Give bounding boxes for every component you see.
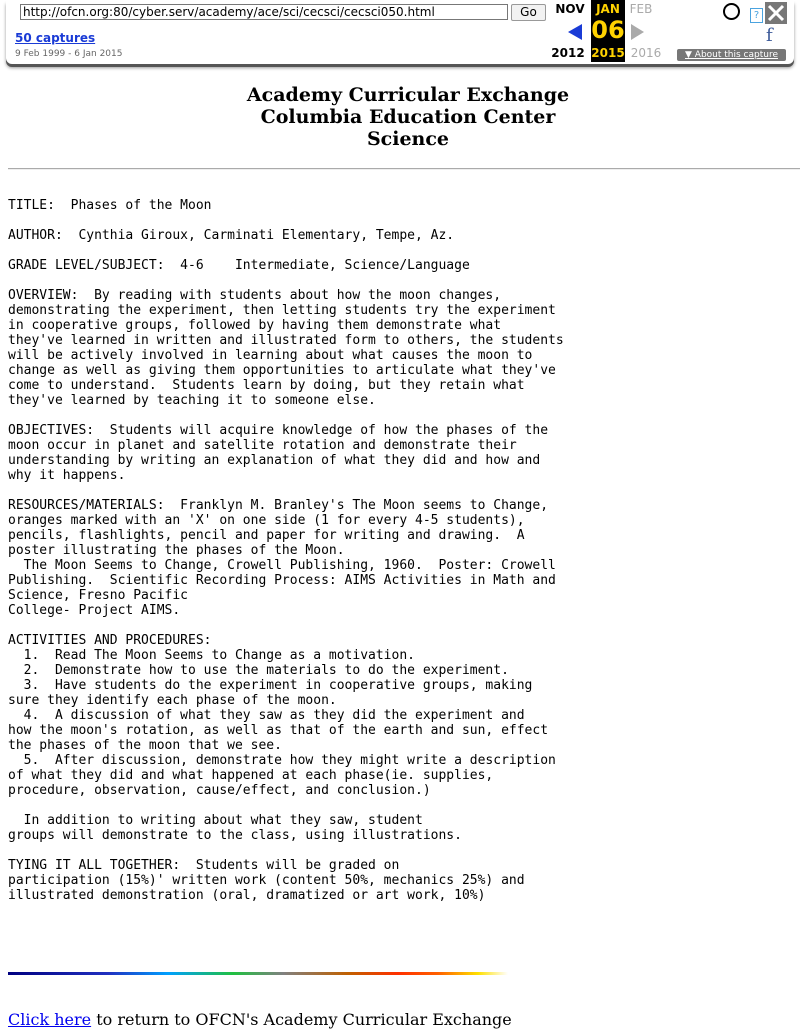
lesson-plan-text: TITLE: Phases of the Moon AUTHOR: Cynthia Giroux, Carminati Elementary, Tempe, Az. GRADE LEVEL/SUBJECT: 4-6 Intermediate, Science/Language OVERVIEW: By reading with students about how the moon changes, demonstrating the experiment, then letting students try the experiment in cooperative groups, followed by having them demonstrate what they've learned in written and illustrated form to others, the students will be actively involved in learning about what causes the moon to change as well as giving them opportunities to articulate what they've come to understand. Students learn by doing, but they retain what they've learned by teaching it to someone else. OBJECTIVES: Students will acquire knowledge of how the phases of the moon occur in planet and satellite rotation and demonstrate their understanding by writing an explanation of what they did and how and why it happens. RESOURCES/MATERIALS: Franklyn M. Branley's The Moon seems to Change, oranges marked with an 'X' on one side (1 for every 4-5 students), pencils, flashlights, pencil and paper for writing and drawing. A poster illustrating the phases of the Moon. The Moon Seems to Change, Crowell Publishing, 1960. Poster: Crowell Publishing. Scientific Recording Process: AIMS Activities in Math and Science, Fresno Pacific College- Project AIMS. ACTIVITIES AND PROCEDURES: 1. Read The Moon Seems to Change as a motivation. 2. Demonstrate how to use the materials to do the experiment. 3. Have students do the experiment in cooperative groups, making sure they identify each phase of the moon. 4. A discussion of what they saw as they did the experiment and how the moon's rotation, as well as that of the earth and sun, effect the phases of the moon that we see. 5. After discussion, demonstrate how they might write a description of what they did and what happened at each phase(ie. supplies, procedure, observation, cause/effect, and conclusion.) In addition to writing about what they saw, student groups will demonstrate to the class, using illustrations. TYING IT ALL TOGETHER: Students will be graded on participation (15%)' written work (content 50%, mechanics 25%) and illustrated demonstration (oral, dramatized or art work, 10%) bbox=[8, 198, 564, 903]
go-button[interactable]: Go bbox=[511, 4, 546, 21]
current-year-label: 2015 bbox=[591, 46, 625, 60]
about-capture-button[interactable]: ▼ About this capture bbox=[677, 49, 786, 61]
next-year-label: 2016 bbox=[630, 46, 662, 60]
close-icon[interactable] bbox=[765, 2, 787, 24]
facebook-icon[interactable]: f bbox=[766, 25, 773, 46]
current-month-label: JAN bbox=[596, 2, 620, 16]
divider bbox=[8, 168, 800, 170]
circle-icon[interactable] bbox=[723, 3, 740, 20]
header-subject: Science bbox=[366, 128, 450, 150]
prev-month-label[interactable]: NOV bbox=[555, 2, 585, 16]
wayback-toolbar bbox=[6, 0, 794, 64]
next-month-label: FEB bbox=[629, 2, 653, 16]
help-icon[interactable]: ? bbox=[750, 8, 763, 23]
footer-text: to return to OFCN's Academy Curricular Exchange bbox=[91, 1010, 512, 1029]
prev-capture-arrow-icon[interactable] bbox=[568, 24, 582, 40]
current-day-label: 06 bbox=[591, 16, 625, 44]
page-header bbox=[8, 84, 800, 150]
rainbow-divider bbox=[8, 972, 508, 975]
header-title: Academy Curricular Exchange bbox=[246, 84, 570, 106]
prev-year-label[interactable]: 2012 bbox=[551, 46, 585, 60]
header-subtitle: Columbia Education Center bbox=[260, 106, 556, 128]
return-link[interactable]: Click here bbox=[8, 1010, 92, 1029]
url-input[interactable] bbox=[20, 4, 508, 20]
footer bbox=[8, 1010, 512, 1030]
captures-link[interactable]: 50 captures bbox=[15, 31, 96, 45]
next-capture-arrow-icon bbox=[631, 24, 644, 40]
current-capture-date bbox=[591, 0, 625, 62]
capture-date-range: 9 Feb 1999 - 6 Jan 2015 bbox=[15, 49, 123, 59]
